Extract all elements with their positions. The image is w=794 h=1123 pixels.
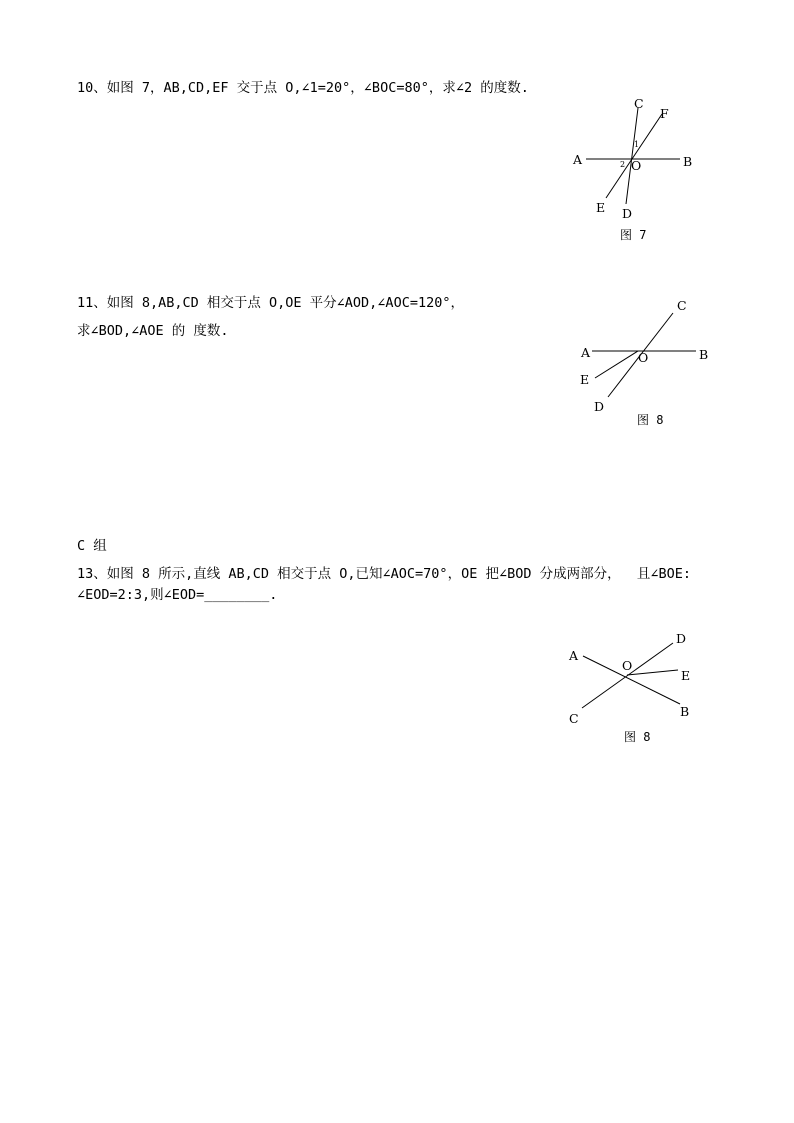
q13-line1: 13、如图 8 所示,直线 AB,CD 相交于点 O,已知∠AOC=70°，OE 把∠BOD 分成两部分， 且∠BOE: <box>77 566 691 582</box>
label-e: E <box>596 200 606 215</box>
figure-8b <box>560 625 710 755</box>
label-d: D <box>622 206 633 221</box>
label-e: E <box>681 668 691 683</box>
q13-line2: ∠EOD=2:3,则∠EOD=________. <box>77 587 278 603</box>
label-c: C <box>634 96 644 111</box>
line-cd <box>626 108 638 204</box>
label-a: A <box>573 152 583 167</box>
label-b: B <box>683 154 693 169</box>
angle-2-label: 2 <box>620 160 626 169</box>
q11-line1: 11、如图 8,AB,CD 相交于点 O,OE 平分∠AOD,∠AOC=120°， <box>77 295 464 311</box>
label-f: F <box>660 106 669 121</box>
line-oe <box>595 351 638 378</box>
label-c: C <box>677 298 687 313</box>
label-a: A <box>569 648 579 663</box>
figure-8b-caption: 图 8 <box>624 730 651 744</box>
label-b: B <box>699 347 709 362</box>
figure-8a-caption: 图 8 <box>637 413 664 427</box>
label-d: D <box>594 399 605 414</box>
q10-text: 10、如图 7，AB,CD,EF 交于点 O,∠1=20°，∠BOC=80°，求∠2 的度数. <box>77 80 529 96</box>
line-ef <box>606 114 662 198</box>
label-d: D <box>676 631 687 646</box>
label-e: E <box>580 372 590 387</box>
figure-8a <box>570 290 720 435</box>
q11-line2: 求∠BOD,∠AOE 的 度数. <box>77 323 229 339</box>
group-c-heading: C 组 <box>77 538 107 554</box>
label-o: O <box>631 158 642 173</box>
label-b: B <box>680 704 690 719</box>
label-o: O <box>622 658 633 673</box>
line-cd <box>582 643 673 708</box>
angle-1-label: 1 <box>634 140 640 149</box>
figure-7-caption: 图 7 <box>620 228 647 242</box>
label-a: A <box>581 345 591 360</box>
label-c: C <box>569 711 579 726</box>
figure-7 <box>560 90 710 250</box>
label-o: O <box>638 350 649 365</box>
